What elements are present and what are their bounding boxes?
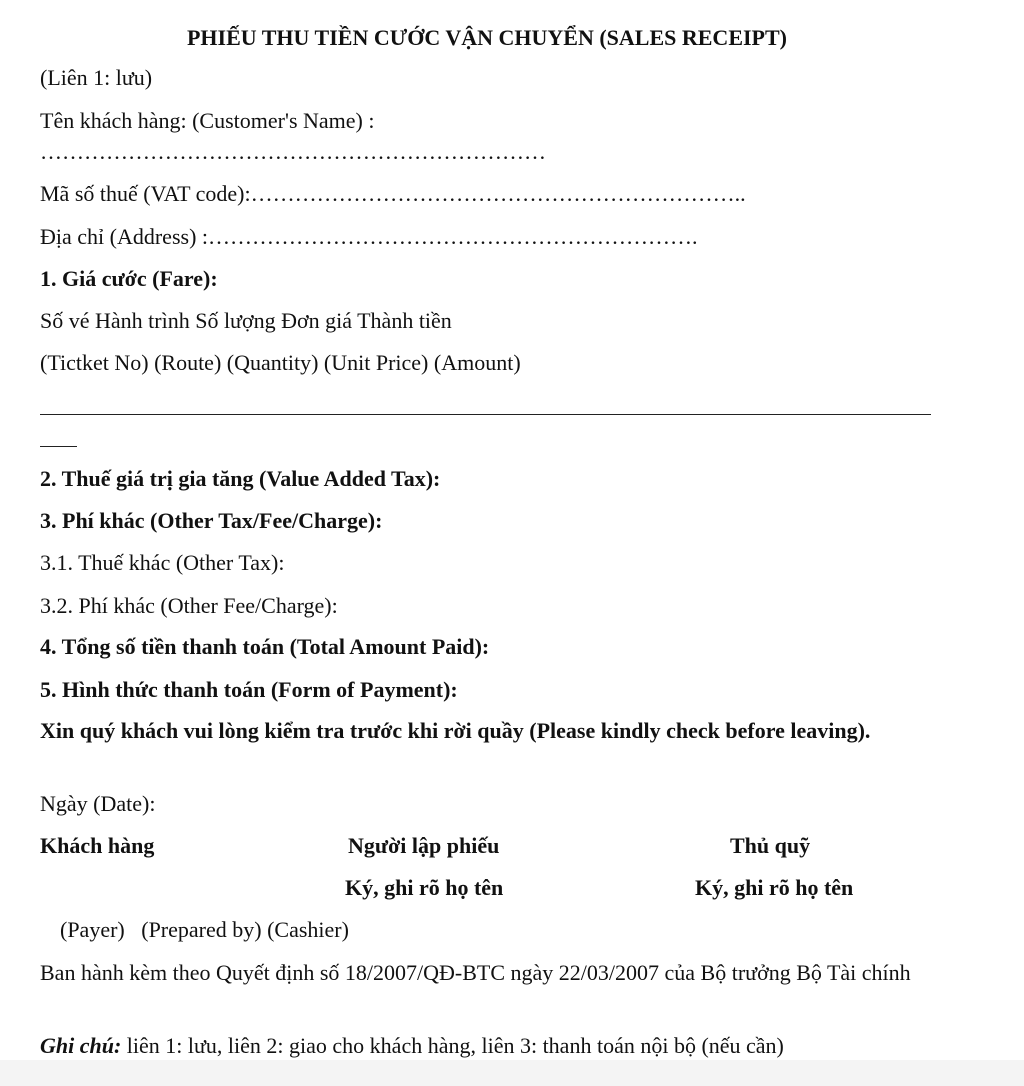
fare-heading: 1. Giá cước (Fare): — [40, 266, 218, 291]
fare-columns-vi: Số vé Hành trình Số lượng Đơn giá Thành tiền — [40, 308, 452, 333]
footnote-text: liên 1: lưu, liên 2: giao cho khách hàng, liên 3: thanh toán nội bộ (nếu cần) — [121, 1033, 784, 1058]
issued-by-note: Ban hành kèm theo Quyết định số 18/2007/QĐ-BTC ngày 22/03/2007 của Bộ trưởng Bộ Tài chính — [40, 960, 911, 985]
other-fee-heading: 3. Phí khác (Other Tax/Fee/Charge): — [40, 508, 383, 533]
date-label: Ngày (Date): — [40, 791, 156, 816]
check-notice: Xin quý khách vui lòng kiểm tra trước khi rời quầy (Please kindly check before leaving). — [40, 718, 871, 743]
signature-preparer-sign: Ký, ghi rõ họ tên — [345, 875, 504, 900]
signature-preparer: Người lập phiếu — [348, 833, 500, 858]
footnote-label: Ghi chú: — [40, 1033, 122, 1058]
fare-columns-en: (Tictket No) (Route) (Quantity) (Unit Price) (Amount) — [40, 350, 521, 375]
address-line: Địa chỉ (Address) :…………………………………………………………. — [40, 224, 698, 249]
other-tax-line: 3.1. Thuế khác (Other Tax): — [40, 550, 285, 575]
signature-roles-en: (Payer) (Prepared by) (Cashier) — [60, 917, 349, 942]
vat-code-line: Mã số thuế (VAT code):………………………………………………………….. — [40, 181, 746, 206]
payment-heading: 5. Hình thức thanh toán (Form of Payment): — [40, 677, 458, 702]
other-charge-line: 3.2. Phí khác (Other Fee/Charge): — [40, 593, 338, 618]
signature-customer: Khách hàng — [40, 833, 155, 858]
total-heading: 4. Tổng số tiền thanh toán (Total Amount Paid): — [40, 634, 490, 659]
customer-name-dots: …………………………………………………………… — [40, 139, 546, 164]
footnote — [40, 1032, 784, 1060]
signature-cashier: Thủ quỹ — [730, 833, 811, 858]
fare-table-rule — [40, 414, 931, 415]
fare-table-rule-short — [40, 446, 77, 447]
customer-name-label: Tên khách hàng: (Customer's Name) : — [40, 108, 375, 133]
copy-note: (Liên 1: lưu) — [40, 65, 153, 90]
signature-cashier-sign: Ký, ghi rõ họ tên — [695, 875, 854, 900]
document-title: PHIẾU THU TIỀN CƯỚC VẬN CHUYỂN (SALES RECEIPT) — [186, 25, 787, 50]
vat-heading: 2. Thuế giá trị gia tăng (Value Added Tax): — [40, 466, 441, 491]
page-bottom-shade — [0, 1060, 1024, 1086]
